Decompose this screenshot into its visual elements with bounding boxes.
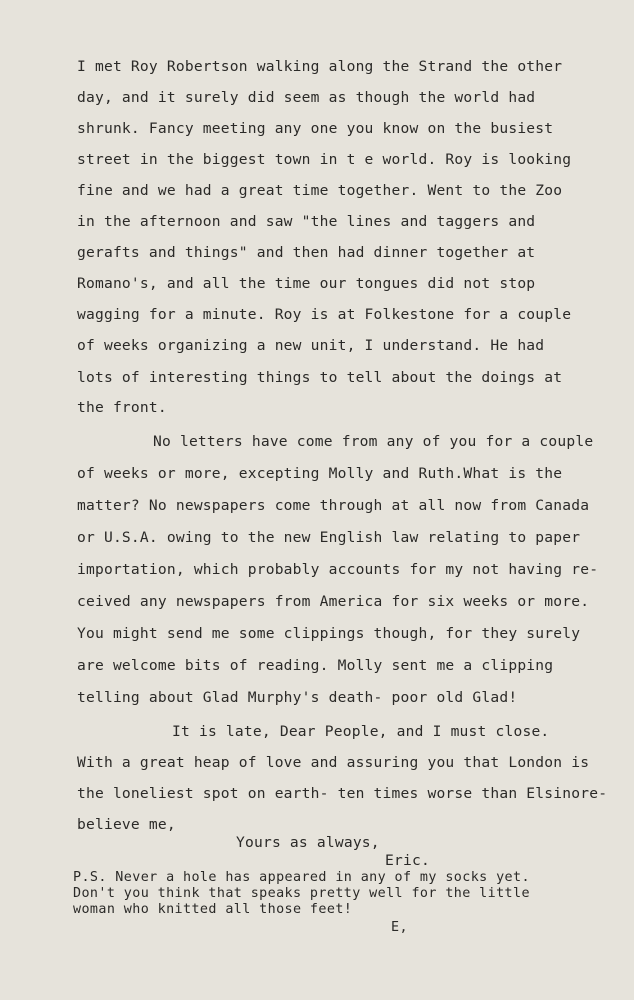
letter-line: the front. — [77, 399, 167, 416]
postscript-line: Don't you think that speaks pretty well for the little — [73, 886, 530, 901]
letter-line: lots of interesting things to tell about the doings at — [77, 369, 563, 386]
letter-line: You might send me some clippings though, for they surely — [77, 625, 581, 642]
letter-line: Romano's, and all the time our tongues did not stop — [77, 275, 536, 292]
letter-line: It is late, Dear People, and I must close. — [172, 723, 550, 740]
letter-closing: Yours as always, — [236, 834, 380, 851]
letter-line: shrunk. Fancy meeting any one you know on the busiest — [77, 120, 554, 137]
letter-line: With a great heap of love and assuring you that London is — [77, 754, 590, 771]
postscript-initial: E, — [391, 920, 408, 935]
letter-line: matter? No newspapers come through at all now from Canada — [77, 497, 590, 514]
letter-line: of weeks or more, excepting Molly and Ruth.What is the — [77, 465, 563, 482]
letter-line: street in the biggest town in t e world. Roy is looking — [77, 151, 572, 168]
letter-signature: Eric. — [385, 852, 430, 869]
letter-line: the loneliest spot on earth- ten times worse than Elsinore- — [77, 785, 608, 802]
letter-line: fine and we had a great time together. Went to the Zoo — [77, 182, 563, 199]
postscript-line: woman who knitted all those feet! — [73, 902, 353, 917]
letter-line: are welcome bits of reading. Molly sent me a clipping — [77, 657, 554, 674]
letter-line: day, and it surely did seem as though the world had — [77, 89, 536, 106]
letter-line: wagging for a minute. Roy is at Folkestone for a couple — [77, 306, 572, 323]
letter-line: gerafts and things" and then had dinner together at — [77, 244, 536, 261]
letter-line: of weeks organizing a new unit, I understand. He had — [77, 337, 545, 354]
letter-line: I met Roy Robertson walking along the Strand the other — [77, 58, 563, 75]
letter-line: ceived any newspapers from America for six weeks or more. — [77, 593, 590, 610]
postscript-line: P.S. Never a hole has appeared in any of my socks yet. — [73, 870, 530, 885]
letter-line: believe me, — [77, 816, 176, 833]
letter-line: in the afternoon and saw "the lines and taggers and — [77, 213, 536, 230]
letter-line: importation, which probably accounts for my not having re- — [77, 561, 599, 578]
letter-line: or U.S.A. owing to the new English law relating to paper — [77, 529, 581, 546]
letter-line: No letters have come from any of you for a couple — [153, 433, 594, 450]
letter-line: telling about Glad Murphy's death- poor old Glad! — [77, 689, 518, 706]
